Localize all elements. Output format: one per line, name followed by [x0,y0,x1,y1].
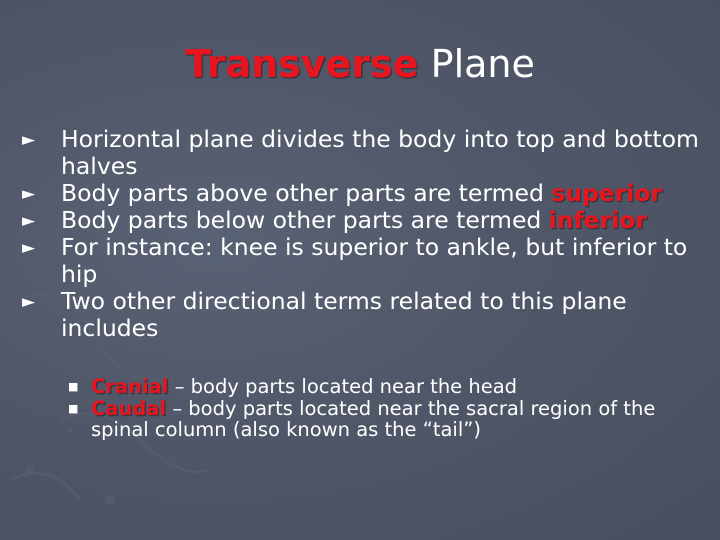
bullet-item [22,288,702,342]
highlight-term: Caudal [91,396,167,420]
bullet-item [22,234,702,288]
triangle-right-icon: ► [22,184,36,204]
bullet-item [22,126,702,180]
bullet-list [22,126,702,342]
triangle-right-icon: ► [22,130,36,150]
triangle-right-icon: ► [22,292,36,312]
bullet-text: Body parts below other parts are termed [61,206,549,234]
bullet-text: Horizontal plane divides the body into top and bottom halves [61,125,699,180]
bullet-item [22,207,702,234]
sub-bullet-list [22,376,702,441]
triangle-right-icon: ► [22,238,36,258]
sub-bullet-text: – body parts located near the head [168,375,518,398]
bullet-item [22,180,702,207]
triangle-right-icon: ► [22,211,36,231]
title-part-1: Transverse [185,42,419,86]
sub-bullet-item [22,376,702,398]
highlight-term: Cranial [91,375,169,398]
square-bullet-icon: ■ [68,380,79,393]
bullet-text: Two other directional terms related to this plane includes [61,287,627,342]
sub-bullet-text: – body parts located near the sacral region of the spinal column (also known as the “tail”) [91,396,656,441]
title-part-2: Plane [430,42,535,86]
square-bullet-icon: ■ [68,401,79,415]
sub-bullet-item [22,398,702,441]
bullet-text: For instance: knee is superior to ankle, but inferior to hip [61,233,688,288]
bullet-text: Body parts above other parts are termed [61,179,552,207]
highlight-term: superior [551,179,663,207]
highlight-term: inferior [548,206,648,234]
slide-title [0,38,720,90]
